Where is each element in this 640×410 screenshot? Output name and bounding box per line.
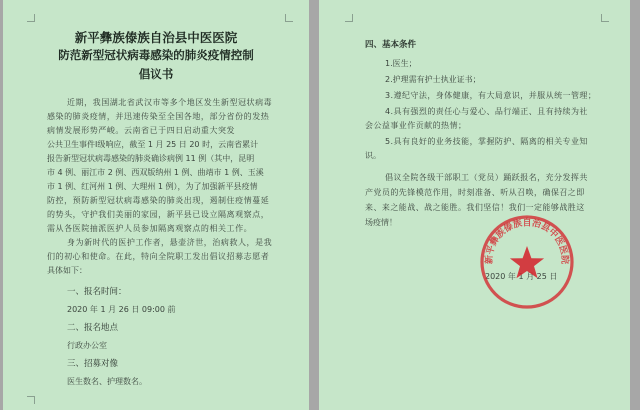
star-icon [510, 246, 544, 278]
document-page-right [319, 0, 630, 410]
closing-line: 来、来之能战、战之能胜。我们坚信！我们一定能够战胜这 [365, 203, 585, 212]
paragraph-line: 报告新型冠状病毒感染的肺炎确诊病例 11 例（其中，昆明 [47, 154, 255, 163]
condition-line: 3.遵纪守法，身体健康，有大局意识，并服从统一管理； [385, 91, 597, 100]
paragraph-line: 市 1 例、红河州 1 例、大理州 1 例），为了加强新平县疫情 [47, 182, 258, 191]
paragraph-line: 病情发展形势严峻。云南省已于四日启动重大突发 [47, 126, 236, 135]
closing-line: 倡议全院各级干部职工（党员）踊跃报名，充分发挥共 [385, 173, 588, 182]
conditions-heading: 四、基本条件 [365, 40, 417, 50]
section-heading-place: 二、报名地点 [67, 323, 119, 333]
margin-corner-mark [601, 14, 609, 22]
paragraph-line: 防控，预防新型冠状病毒感染的肺炎出现，遏制住疫情蔓延 [47, 196, 270, 205]
section-heading-time: 一、报名时间： [67, 287, 127, 297]
seal-text: 新平彝族傣族自治县中医医院 [484, 218, 570, 265]
condition-line: 1.医生； [385, 59, 417, 68]
closing-line: 场疫情！ [365, 218, 397, 227]
condition-line: 会公益事业作贡献的热情； [365, 121, 467, 130]
closing-line: 产党员的先锋模范作用，时刻准备、听从召唤，确保召之即 [365, 188, 585, 197]
margin-corner-mark [285, 14, 293, 22]
section-content-time: 2020 年 1 月 26 日 09:00 前 [67, 305, 176, 314]
paragraph-line: 们的初心和使命。在此，特向全院职工发出倡议招募志愿者 [47, 252, 270, 261]
document-title-line-2: 防范新型冠状病毒感染的肺炎疫情控制 [58, 48, 254, 62]
document-title-line-3: 倡议书 [138, 67, 174, 81]
paragraph-line: 身为新时代的医护工作者，悬壶济世，治病救人，是我 [67, 238, 273, 247]
paragraph-line: 感染的肺炎疫情，并迅速传染至全国各地，部分省份的发热 [47, 112, 270, 121]
condition-line: 2.护理需有护士执业证书； [385, 75, 481, 84]
condition-line: 识。 [365, 151, 381, 160]
paragraph-line: 市 4 例、丽江市 2 例、西双版纳州 1 例、曲靖市 1 例、玉溪 [47, 168, 264, 177]
document-title-line-1: 新平彝族傣族自治县中医医院 [74, 30, 238, 45]
paragraph-line: 的势头，守护我们美丽的家园，新平县已设立隔离观察点， [47, 210, 270, 219]
condition-line: 4.具有强烈的责任心与爱心、品行端正、且有持续为社 [385, 107, 588, 116]
section-heading-recruit: 三、招募对像 [67, 359, 119, 369]
margin-corner-mark [345, 14, 353, 22]
paragraph-line: 近期，我国湖北省武汉市等多个地区发生新型冠状病毒 [67, 98, 273, 107]
paragraph-line: 具体如下： [47, 266, 87, 275]
document-page-left [3, 0, 309, 410]
margin-corner-mark [27, 396, 35, 404]
margin-corner-mark [27, 14, 35, 22]
official-seal-stamp [477, 212, 577, 312]
section-content-place: 行政办公室 [67, 341, 107, 350]
paragraph-line: 公共卫生事件Ⅰ级响应，截至 1 月 25 日 20 时，云南省累计 [47, 140, 259, 149]
signature-date: 2020 年 1 月 25 日 [485, 272, 558, 281]
condition-line: 5.具有良好的业务技能，掌握防护、隔离的相关专业知 [385, 137, 588, 146]
paragraph-line: 需从各医院抽派医护人员参加隔离观察点的相关工作。 [47, 224, 253, 233]
section-content-recruit: 医生数名、护理数名。 [67, 377, 147, 386]
